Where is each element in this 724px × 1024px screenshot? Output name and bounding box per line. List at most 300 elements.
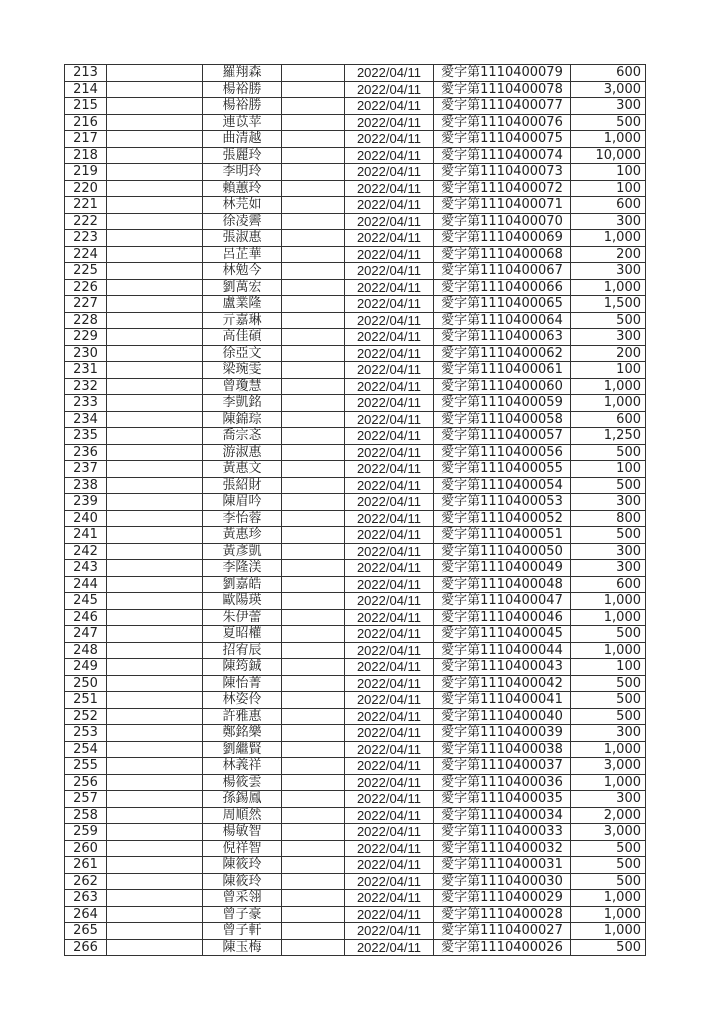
row-number: 220 [65, 180, 107, 197]
table-row [65, 659, 646, 676]
table-row [65, 873, 646, 890]
receipt-number: 愛字第1110400045 [434, 626, 571, 643]
blank-cell [107, 296, 203, 313]
donor-name: 陳筱玲 [203, 873, 282, 890]
donation-amount: 500 [571, 840, 646, 857]
donation-date: 2022/04/11 [345, 345, 434, 362]
donation-amount: 1,000 [571, 774, 646, 791]
blank-cell [107, 395, 203, 412]
donation-amount: 100 [571, 180, 646, 197]
blank-cell [282, 510, 345, 527]
blank-cell [107, 65, 203, 82]
blank-cell [282, 774, 345, 791]
receipt-number: 愛字第1110400075 [434, 131, 571, 148]
table-row [65, 939, 646, 956]
table-row [65, 626, 646, 643]
donation-date: 2022/04/11 [345, 461, 434, 478]
table-row [65, 725, 646, 742]
receipt-number: 愛字第1110400056 [434, 444, 571, 461]
blank-cell [282, 428, 345, 445]
donation-date: 2022/04/11 [345, 246, 434, 263]
donor-name: 周順然 [203, 807, 282, 824]
donation-amount: 100 [571, 164, 646, 181]
blank-cell [107, 692, 203, 709]
table-row [65, 906, 646, 923]
blank-cell [282, 593, 345, 610]
blank-cell [107, 263, 203, 280]
blank-cell [282, 164, 345, 181]
receipt-number: 愛字第1110400062 [434, 345, 571, 362]
row-number: 246 [65, 609, 107, 626]
row-number: 237 [65, 461, 107, 478]
row-number: 265 [65, 923, 107, 940]
donation-date: 2022/04/11 [345, 659, 434, 676]
row-number: 238 [65, 477, 107, 494]
row-number: 235 [65, 428, 107, 445]
donor-name: 李明玲 [203, 164, 282, 181]
receipt-number: 愛字第1110400078 [434, 81, 571, 98]
donation-table [64, 64, 646, 956]
donation-amount: 600 [571, 411, 646, 428]
donation-date: 2022/04/11 [345, 362, 434, 379]
blank-cell [107, 543, 203, 560]
blank-cell [107, 345, 203, 362]
table-row [65, 890, 646, 907]
table-row [65, 510, 646, 527]
table-row [65, 444, 646, 461]
table-row [65, 81, 646, 98]
table-row [65, 527, 646, 544]
donor-name: 劉萬宏 [203, 279, 282, 296]
donor-name: 陳玉梅 [203, 939, 282, 956]
blank-cell [107, 147, 203, 164]
donation-date: 2022/04/11 [345, 807, 434, 824]
receipt-number: 愛字第1110400079 [434, 65, 571, 82]
receipt-number: 愛字第1110400073 [434, 164, 571, 181]
blank-cell [107, 114, 203, 131]
donor-name: 黃惠文 [203, 461, 282, 478]
blank-cell [282, 923, 345, 940]
receipt-number: 愛字第1110400031 [434, 857, 571, 874]
row-number: 239 [65, 494, 107, 511]
table-row [65, 312, 646, 329]
blank-cell [107, 774, 203, 791]
donor-name: 徐凌霽 [203, 213, 282, 230]
donation-amount: 3,000 [571, 81, 646, 98]
receipt-number: 愛字第1110400028 [434, 906, 571, 923]
row-number: 217 [65, 131, 107, 148]
donation-date: 2022/04/11 [345, 411, 434, 428]
donation-amount: 500 [571, 444, 646, 461]
receipt-number: 愛字第1110400063 [434, 329, 571, 346]
donor-name: 黃彥凱 [203, 543, 282, 560]
receipt-number: 愛字第1110400066 [434, 279, 571, 296]
donation-amount: 1,000 [571, 890, 646, 907]
donation-date: 2022/04/11 [345, 81, 434, 98]
blank-cell [282, 642, 345, 659]
donor-name: 朱伊蕾 [203, 609, 282, 626]
receipt-number: 愛字第1110400029 [434, 890, 571, 907]
donor-name: 曾子豪 [203, 906, 282, 923]
blank-cell [107, 362, 203, 379]
table-row [65, 857, 646, 874]
donation-date: 2022/04/11 [345, 543, 434, 560]
donation-amount: 1,000 [571, 593, 646, 610]
donor-name: 陳怡菁 [203, 675, 282, 692]
donation-date: 2022/04/11 [345, 692, 434, 709]
donation-amount: 1,000 [571, 395, 646, 412]
donor-name: 夏昭權 [203, 626, 282, 643]
donor-name: 賴蕙玲 [203, 180, 282, 197]
receipt-number: 愛字第1110400047 [434, 593, 571, 610]
donation-date: 2022/04/11 [345, 741, 434, 758]
donor-name: 李怡蓉 [203, 510, 282, 527]
donation-table-body [65, 65, 646, 956]
row-number: 223 [65, 230, 107, 247]
donation-date: 2022/04/11 [345, 923, 434, 940]
donor-name: 曾瓊慧 [203, 378, 282, 395]
blank-cell [107, 444, 203, 461]
blank-cell [282, 758, 345, 775]
row-number: 252 [65, 708, 107, 725]
row-number: 241 [65, 527, 107, 544]
receipt-number: 愛字第1110400030 [434, 873, 571, 890]
donation-amount: 3,000 [571, 824, 646, 841]
table-row [65, 98, 646, 115]
donation-amount: 1,000 [571, 609, 646, 626]
blank-cell [282, 312, 345, 329]
donor-name: 楊筱雲 [203, 774, 282, 791]
table-row [65, 791, 646, 808]
donation-date: 2022/04/11 [345, 197, 434, 214]
donation-date: 2022/04/11 [345, 213, 434, 230]
donor-name: 喬宗忞 [203, 428, 282, 445]
donor-name: 陳筠鋮 [203, 659, 282, 676]
donation-amount: 1,000 [571, 642, 646, 659]
blank-cell [107, 593, 203, 610]
donation-amount: 500 [571, 692, 646, 709]
donation-amount: 300 [571, 725, 646, 742]
receipt-number: 愛字第1110400070 [434, 213, 571, 230]
donation-amount: 1,000 [571, 741, 646, 758]
receipt-number: 愛字第1110400048 [434, 576, 571, 593]
blank-cell [282, 890, 345, 907]
donation-amount: 500 [571, 873, 646, 890]
row-number: 257 [65, 791, 107, 808]
receipt-number: 愛字第1110400067 [434, 263, 571, 280]
blank-cell [282, 213, 345, 230]
blank-cell [282, 477, 345, 494]
receipt-number: 愛字第1110400032 [434, 840, 571, 857]
table-row [65, 147, 646, 164]
donation-amount: 300 [571, 213, 646, 230]
donation-date: 2022/04/11 [345, 147, 434, 164]
donation-date: 2022/04/11 [345, 230, 434, 247]
row-number: 247 [65, 626, 107, 643]
donor-name: 羅翔森 [203, 65, 282, 82]
blank-cell [107, 758, 203, 775]
blank-cell [282, 263, 345, 280]
donor-name: 呂芷華 [203, 246, 282, 263]
donation-date: 2022/04/11 [345, 774, 434, 791]
donation-amount: 100 [571, 659, 646, 676]
blank-cell [107, 279, 203, 296]
table-row [65, 329, 646, 346]
donation-date: 2022/04/11 [345, 65, 434, 82]
donation-date: 2022/04/11 [345, 857, 434, 874]
table-row [65, 576, 646, 593]
receipt-number: 愛字第1110400069 [434, 230, 571, 247]
donation-amount: 600 [571, 576, 646, 593]
blank-cell [107, 576, 203, 593]
receipt-number: 愛字第1110400053 [434, 494, 571, 511]
blank-cell [107, 312, 203, 329]
row-number: 261 [65, 857, 107, 874]
table-row [65, 246, 646, 263]
row-number: 215 [65, 98, 107, 115]
donor-name: 盧業隆 [203, 296, 282, 313]
table-row [65, 378, 646, 395]
blank-cell [107, 180, 203, 197]
row-number: 251 [65, 692, 107, 709]
table-row [65, 807, 646, 824]
blank-cell [107, 824, 203, 841]
donation-date: 2022/04/11 [345, 626, 434, 643]
receipt-number: 愛字第1110400034 [434, 807, 571, 824]
table-row [65, 708, 646, 725]
donation-date: 2022/04/11 [345, 444, 434, 461]
donation-date: 2022/04/11 [345, 791, 434, 808]
donor-name: 招宥辰 [203, 642, 282, 659]
donation-amount: 1,000 [571, 131, 646, 148]
row-number: 263 [65, 890, 107, 907]
receipt-number: 愛字第1110400049 [434, 560, 571, 577]
donation-amount: 300 [571, 560, 646, 577]
receipt-number: 愛字第1110400026 [434, 939, 571, 956]
blank-cell [282, 395, 345, 412]
donor-name: 徐亞文 [203, 345, 282, 362]
receipt-number: 愛字第1110400071 [434, 197, 571, 214]
donor-name: 高佳碩 [203, 329, 282, 346]
table-row [65, 477, 646, 494]
donation-amount: 300 [571, 494, 646, 511]
donation-date: 2022/04/11 [345, 675, 434, 692]
receipt-number: 愛字第1110400037 [434, 758, 571, 775]
row-number: 219 [65, 164, 107, 181]
blank-cell [107, 609, 203, 626]
table-row [65, 609, 646, 626]
table-row [65, 675, 646, 692]
blank-cell [282, 230, 345, 247]
row-number: 233 [65, 395, 107, 412]
donor-name: 楊裕勝 [203, 98, 282, 115]
row-number: 227 [65, 296, 107, 313]
blank-cell [282, 659, 345, 676]
table-row [65, 296, 646, 313]
row-number: 218 [65, 147, 107, 164]
table-row [65, 560, 646, 577]
row-number: 248 [65, 642, 107, 659]
receipt-number: 愛字第1110400044 [434, 642, 571, 659]
donation-date: 2022/04/11 [345, 98, 434, 115]
donation-amount: 500 [571, 939, 646, 956]
donation-amount: 300 [571, 791, 646, 808]
blank-cell [282, 81, 345, 98]
row-number: 236 [65, 444, 107, 461]
donation-amount: 500 [571, 527, 646, 544]
blank-cell [107, 840, 203, 857]
table-row [65, 213, 646, 230]
donation-date: 2022/04/11 [345, 593, 434, 610]
blank-cell [107, 411, 203, 428]
receipt-number: 愛字第1110400050 [434, 543, 571, 560]
donation-date: 2022/04/11 [345, 873, 434, 890]
donation-date: 2022/04/11 [345, 395, 434, 412]
blank-cell [282, 824, 345, 841]
table-row [65, 494, 646, 511]
blank-cell [282, 708, 345, 725]
row-number: 229 [65, 329, 107, 346]
donation-date: 2022/04/11 [345, 527, 434, 544]
row-number: 262 [65, 873, 107, 890]
receipt-number: 愛字第1110400072 [434, 180, 571, 197]
donor-name: 楊裕勝 [203, 81, 282, 98]
receipt-number: 愛字第1110400046 [434, 609, 571, 626]
receipt-number: 愛字第1110400052 [434, 510, 571, 527]
donor-name: 張紹財 [203, 477, 282, 494]
blank-cell [282, 345, 345, 362]
blank-cell [107, 378, 203, 395]
donation-date: 2022/04/11 [345, 510, 434, 527]
table-row [65, 461, 646, 478]
blank-cell [107, 98, 203, 115]
table-row [65, 758, 646, 775]
blank-cell [107, 807, 203, 824]
table-row [65, 230, 646, 247]
blank-cell [282, 626, 345, 643]
donation-date: 2022/04/11 [345, 890, 434, 907]
row-number: 243 [65, 560, 107, 577]
blank-cell [107, 477, 203, 494]
donation-date: 2022/04/11 [345, 708, 434, 725]
donation-date: 2022/04/11 [345, 642, 434, 659]
donation-date: 2022/04/11 [345, 939, 434, 956]
donation-amount: 500 [571, 708, 646, 725]
donation-amount: 10,000 [571, 147, 646, 164]
blank-cell [107, 197, 203, 214]
row-number: 264 [65, 906, 107, 923]
blank-cell [107, 560, 203, 577]
donation-amount: 1,000 [571, 230, 646, 247]
donation-amount: 300 [571, 263, 646, 280]
blank-cell [282, 692, 345, 709]
table-row [65, 131, 646, 148]
donor-name: 黃惠珍 [203, 527, 282, 544]
donation-amount: 100 [571, 362, 646, 379]
blank-cell [282, 147, 345, 164]
receipt-number: 愛字第1110400039 [434, 725, 571, 742]
table-row [65, 692, 646, 709]
donor-name: 李隆渼 [203, 560, 282, 577]
donor-name: 劉繼賢 [203, 741, 282, 758]
table-row [65, 263, 646, 280]
receipt-number: 愛字第1110400042 [434, 675, 571, 692]
table-row [65, 593, 646, 610]
blank-cell [107, 81, 203, 98]
donation-date: 2022/04/11 [345, 725, 434, 742]
blank-cell [107, 428, 203, 445]
donor-name: 曾采翎 [203, 890, 282, 907]
donor-name: 倪祥智 [203, 840, 282, 857]
row-number: 253 [65, 725, 107, 742]
blank-cell [282, 461, 345, 478]
blank-cell [282, 939, 345, 956]
donor-name: 游淑惠 [203, 444, 282, 461]
donation-amount: 500 [571, 626, 646, 643]
receipt-number: 愛字第1110400036 [434, 774, 571, 791]
receipt-number: 愛字第1110400040 [434, 708, 571, 725]
donation-date: 2022/04/11 [345, 164, 434, 181]
blank-cell [282, 791, 345, 808]
donation-date: 2022/04/11 [345, 114, 434, 131]
donation-amount: 800 [571, 510, 646, 527]
receipt-number: 愛字第1110400060 [434, 378, 571, 395]
donation-date: 2022/04/11 [345, 609, 434, 626]
table-row [65, 197, 646, 214]
blank-cell [282, 279, 345, 296]
donation-date: 2022/04/11 [345, 494, 434, 511]
blank-cell [107, 906, 203, 923]
blank-cell [282, 131, 345, 148]
row-number: 224 [65, 246, 107, 263]
donation-date: 2022/04/11 [345, 329, 434, 346]
blank-cell [107, 675, 203, 692]
blank-cell [282, 329, 345, 346]
donation-amount: 500 [571, 675, 646, 692]
row-number: 234 [65, 411, 107, 428]
blank-cell [282, 411, 345, 428]
row-number: 228 [65, 312, 107, 329]
blank-cell [282, 741, 345, 758]
blank-cell [282, 725, 345, 742]
row-number: 259 [65, 824, 107, 841]
blank-cell [107, 510, 203, 527]
receipt-number: 愛字第1110400041 [434, 692, 571, 709]
row-number: 244 [65, 576, 107, 593]
blank-cell [107, 741, 203, 758]
blank-cell [282, 609, 345, 626]
table-row [65, 543, 646, 560]
blank-cell [282, 65, 345, 82]
blank-cell [282, 246, 345, 263]
donation-date: 2022/04/11 [345, 576, 434, 593]
receipt-number: 愛字第1110400038 [434, 741, 571, 758]
table-row [65, 180, 646, 197]
donation-date: 2022/04/11 [345, 758, 434, 775]
row-number: 230 [65, 345, 107, 362]
row-number: 213 [65, 65, 107, 82]
donor-name: 曾子軒 [203, 923, 282, 940]
blank-cell [107, 642, 203, 659]
blank-cell [107, 461, 203, 478]
row-number: 225 [65, 263, 107, 280]
donor-name: 林勉今 [203, 263, 282, 280]
receipt-number: 愛字第1110400065 [434, 296, 571, 313]
donation-date: 2022/04/11 [345, 560, 434, 577]
table-row [65, 279, 646, 296]
donor-name: 連苡苹 [203, 114, 282, 131]
donation-amount: 1,000 [571, 906, 646, 923]
